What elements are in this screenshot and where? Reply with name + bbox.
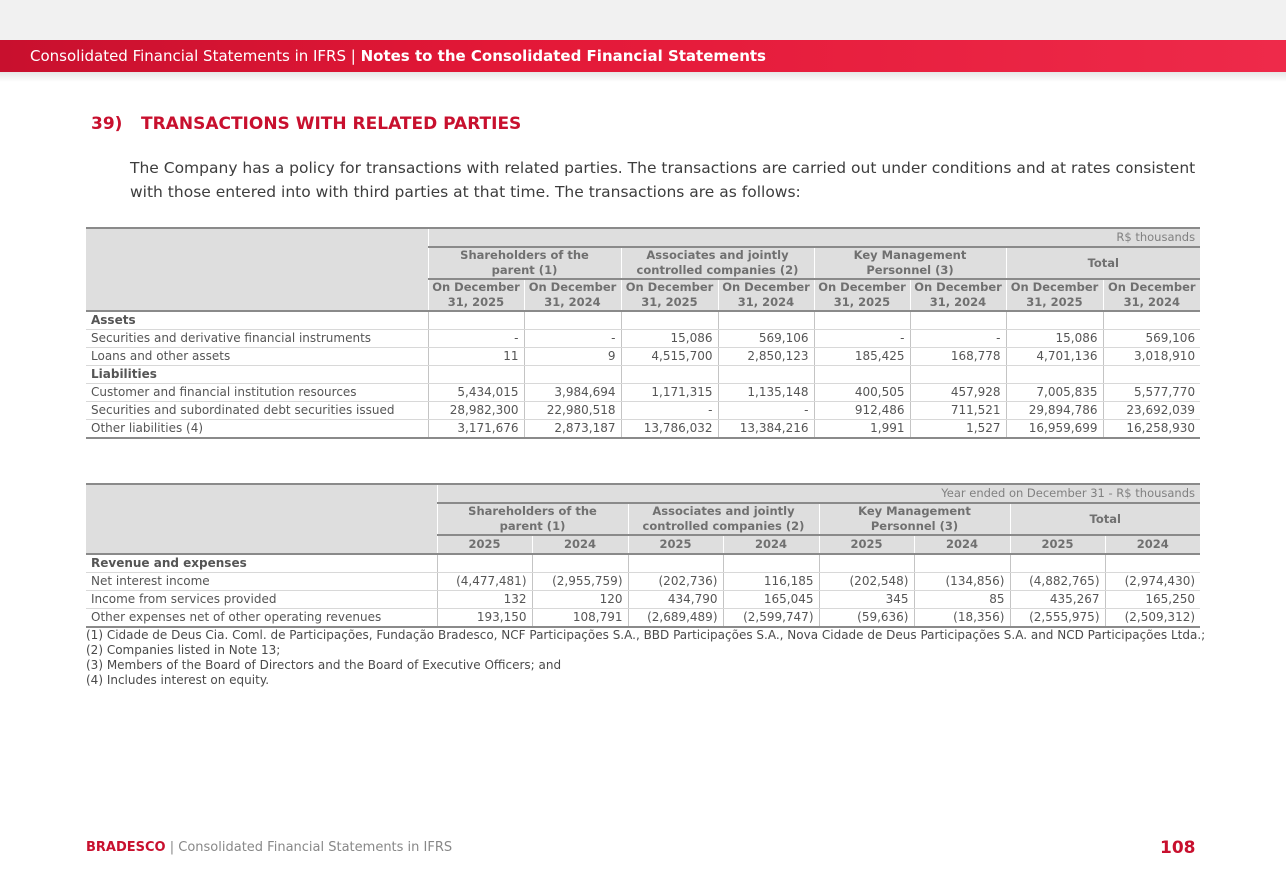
table-cell xyxy=(814,311,910,330)
table-corner xyxy=(86,484,437,554)
table-cell: - xyxy=(621,402,718,420)
table-cell: 116,185 xyxy=(723,573,819,591)
table-cell xyxy=(819,554,914,573)
table-cell xyxy=(1010,554,1105,573)
row-label: Net interest income xyxy=(86,573,437,591)
table-cell: 435,267 xyxy=(1010,591,1105,609)
footer-separator: | xyxy=(165,840,179,855)
section-number: 39) xyxy=(91,114,123,134)
table-cell: (202,736) xyxy=(628,573,723,591)
table-cell: 3,018,910 xyxy=(1103,348,1200,366)
table-cell: 345 xyxy=(819,591,914,609)
table-cell: 5,434,015 xyxy=(428,384,524,402)
table-cell: - xyxy=(910,330,1006,348)
table-cell: 29,894,786 xyxy=(1006,402,1103,420)
table-cell: 185,425 xyxy=(814,348,910,366)
column-header: 2025 xyxy=(819,535,914,554)
table-row xyxy=(86,591,1200,609)
footer-text: Consolidated Financial Statements in IFRS xyxy=(178,840,453,855)
table-cell xyxy=(428,366,524,384)
table-cell: 11 xyxy=(428,348,524,366)
table-cell xyxy=(1103,311,1200,330)
table-cell: (2,955,759) xyxy=(532,573,628,591)
column-header: 2024 xyxy=(532,535,628,554)
table-cell xyxy=(532,554,628,573)
footnote: (4) Includes interest on equity. xyxy=(86,673,270,687)
table-cell xyxy=(718,311,814,330)
table-cell xyxy=(621,311,718,330)
unit-label: R$ thousands xyxy=(428,228,1200,247)
table-cell: (2,555,975) xyxy=(1010,609,1105,628)
column-header: 2024 xyxy=(1105,535,1200,554)
table-cell: (2,509,312) xyxy=(1105,609,1200,628)
footnote: (3) Members of the Board of Directors and the Board of Executive Officers; and xyxy=(86,658,562,672)
table-cell: 13,384,216 xyxy=(718,420,814,439)
row-label: Other liabilities (4) xyxy=(86,420,428,439)
table-cell: 457,928 xyxy=(910,384,1006,402)
table-cell: 23,692,039 xyxy=(1103,402,1200,420)
group-header: Shareholders of the parent (1) xyxy=(437,503,628,535)
group-header: Shareholders of the parent (1) xyxy=(428,247,621,279)
group-header: Associates and jointly controlled companies (2) xyxy=(621,247,814,279)
table-cell: 1,171,315 xyxy=(621,384,718,402)
table-row xyxy=(86,420,1200,439)
header-breadcrumb xyxy=(30,47,766,65)
footer-brand: BRADESCO xyxy=(86,840,166,855)
table-cell: 16,258,930 xyxy=(1103,420,1200,439)
table-cell: 120 xyxy=(532,591,628,609)
section-heading xyxy=(91,114,521,134)
table-cell: (2,974,430) xyxy=(1105,573,1200,591)
row-label: Loans and other assets xyxy=(86,348,428,366)
table-cell: - xyxy=(428,330,524,348)
table-corner xyxy=(86,228,428,311)
table-cell: 1,135,148 xyxy=(718,384,814,402)
table-cell: 13,786,032 xyxy=(621,420,718,439)
table-cell xyxy=(524,366,621,384)
section-title: TRANSACTIONS WITH RELATED PARTIES xyxy=(141,114,522,134)
table-row xyxy=(86,330,1200,348)
header-left-text: Consolidated Financial Statements in IFRS | xyxy=(30,47,361,65)
table-cell: (202,548) xyxy=(819,573,914,591)
unit-label: Year ended on December 31 - R$ thousands xyxy=(437,484,1200,503)
column-header: On December 31, 2025 xyxy=(428,279,524,311)
table-cell: 193,150 xyxy=(437,609,532,628)
table-cell: 15,086 xyxy=(621,330,718,348)
table-cell: 85 xyxy=(914,591,1010,609)
table-cell: 569,106 xyxy=(718,330,814,348)
table-cell: (59,636) xyxy=(819,609,914,628)
table-cell xyxy=(914,554,1010,573)
column-header: On December 31, 2025 xyxy=(1006,279,1103,311)
header-right-text: Notes to the Consolidated Financial Statements xyxy=(360,47,766,65)
table-cell xyxy=(428,311,524,330)
table-cell xyxy=(1006,311,1103,330)
table-cell: (18,356) xyxy=(914,609,1010,628)
table-cell: (2,689,489) xyxy=(628,609,723,628)
table-cell: 569,106 xyxy=(1103,330,1200,348)
table-cell: 28,982,300 xyxy=(428,402,524,420)
footnotes xyxy=(86,628,1205,688)
column-header: 2025 xyxy=(628,535,723,554)
table-cell: (4,477,481) xyxy=(437,573,532,591)
table-cell: 2,873,187 xyxy=(524,420,621,439)
column-header: 2025 xyxy=(437,535,532,554)
column-header: On December 31, 2024 xyxy=(524,279,621,311)
table-cell: 165,045 xyxy=(723,591,819,609)
table-cell xyxy=(910,311,1006,330)
column-header: On December 31, 2024 xyxy=(1103,279,1200,311)
table-cell: 4,701,136 xyxy=(1006,348,1103,366)
section-label: Liabilities xyxy=(86,366,428,384)
group-header: Total xyxy=(1006,247,1200,279)
table-cell: 2,850,123 xyxy=(718,348,814,366)
table-cell xyxy=(1006,366,1103,384)
income-table xyxy=(86,483,1200,628)
row-label: Securities and subordinated debt securities issued xyxy=(86,402,428,420)
table-row xyxy=(86,554,1200,573)
table-cell: - xyxy=(524,330,621,348)
table-cell: 711,521 xyxy=(910,402,1006,420)
table-cell: 5,577,770 xyxy=(1103,384,1200,402)
page-number: 108 xyxy=(1160,838,1196,858)
group-header: Associates and jointly controlled companies (2) xyxy=(628,503,819,535)
row-label: Securities and derivative financial instruments xyxy=(86,330,428,348)
table-cell xyxy=(723,554,819,573)
group-header: Total xyxy=(1010,503,1200,535)
table-row xyxy=(86,348,1200,366)
table-cell: 7,005,835 xyxy=(1006,384,1103,402)
table-cell: 912,486 xyxy=(814,402,910,420)
table-row xyxy=(86,609,1200,628)
group-header: Key Management Personnel (3) xyxy=(819,503,1010,535)
table-cell: 16,959,699 xyxy=(1006,420,1103,439)
table-cell: 9 xyxy=(524,348,621,366)
intro-paragraph: The Company has a policy for transactions with related parties. The transactions are carried out under conditions and at rates consistent with those entered into with third parties at that time. The transactions are as follows: xyxy=(130,159,1196,201)
column-header: On December 31, 2025 xyxy=(621,279,718,311)
group-header: Key Management Personnel (3) xyxy=(814,247,1006,279)
table-cell: 434,790 xyxy=(628,591,723,609)
table-cell xyxy=(814,366,910,384)
table-cell: 165,250 xyxy=(1105,591,1200,609)
banner-shadow xyxy=(0,72,1286,82)
table-cell: 3,171,676 xyxy=(428,420,524,439)
table-cell: 108,791 xyxy=(532,609,628,628)
table-cell: 22,980,518 xyxy=(524,402,621,420)
table-row xyxy=(86,384,1200,402)
table-cell xyxy=(621,366,718,384)
table-cell xyxy=(1105,554,1200,573)
table-cell xyxy=(628,554,723,573)
table-cell: 168,778 xyxy=(910,348,1006,366)
table-cell: - xyxy=(814,330,910,348)
footnote: (1) Cidade de Deus Cia. Coml. de Participações, Fundação Bradesco, NCF Participações S.A., BBD Participações S.A., Nova Cidade de Deus Participações S.A. and NCD Participações Ltda.; xyxy=(86,628,1206,642)
column-header: On December 31, 2024 xyxy=(910,279,1006,311)
table-row xyxy=(86,366,1200,384)
table-cell: 3,984,694 xyxy=(524,384,621,402)
table-cell: 1,527 xyxy=(910,420,1006,439)
table-cell: 132 xyxy=(437,591,532,609)
table-cell: 4,515,700 xyxy=(621,348,718,366)
column-header: On December 31, 2025 xyxy=(814,279,910,311)
table-cell xyxy=(437,554,532,573)
table-cell: 15,086 xyxy=(1006,330,1103,348)
column-header: 2025 xyxy=(1010,535,1105,554)
table-cell: 400,505 xyxy=(814,384,910,402)
row-label: Income from services provided xyxy=(86,591,437,609)
table-cell: 1,991 xyxy=(814,420,910,439)
column-header: On December 31, 2024 xyxy=(718,279,814,311)
table-row xyxy=(86,402,1200,420)
row-label: Customer and financial institution resources xyxy=(86,384,428,402)
table-cell xyxy=(718,366,814,384)
table-row xyxy=(86,573,1200,591)
footnote: (2) Companies listed in Note 13; xyxy=(86,643,281,657)
balance-table xyxy=(86,227,1200,439)
table-cell xyxy=(910,366,1006,384)
section-label: Revenue and expenses xyxy=(86,554,437,573)
top-strip xyxy=(0,0,1286,40)
table-cell xyxy=(1103,366,1200,384)
table-cell: (2,599,747) xyxy=(723,609,819,628)
column-header: 2024 xyxy=(723,535,819,554)
page-footer xyxy=(86,840,452,855)
section-label: Assets xyxy=(86,311,428,330)
table-cell: (134,856) xyxy=(914,573,1010,591)
table-cell: (4,882,765) xyxy=(1010,573,1105,591)
row-label: Other expenses net of other operating revenues xyxy=(86,609,437,628)
table-row xyxy=(86,311,1200,330)
table-cell xyxy=(524,311,621,330)
column-header: 2024 xyxy=(914,535,1010,554)
table-cell: - xyxy=(718,402,814,420)
